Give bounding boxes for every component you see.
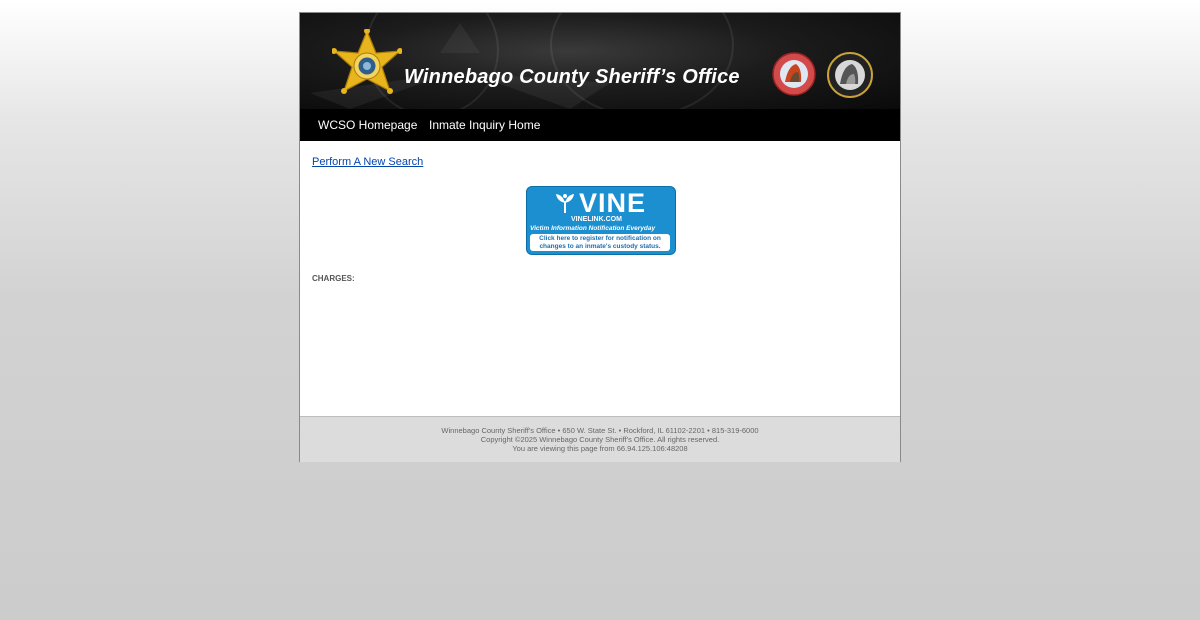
vine-tagline: Victim Information Notification Everyday bbox=[530, 225, 656, 232]
main-content bbox=[300, 141, 900, 416]
sheriff-star-badge-icon bbox=[332, 29, 402, 105]
vine-site-text: VINELINK.COM bbox=[571, 216, 622, 223]
site-footer bbox=[300, 416, 900, 462]
page-container bbox=[299, 12, 901, 462]
nav-wcso-homepage[interactable]: WCSO Homepage bbox=[318, 118, 418, 132]
site-header bbox=[300, 13, 900, 109]
footer-address: Winnebago County Sheriff's Office • 650 W. State St. • Rockford, IL 61102-2201 • 815-319-6000 bbox=[441, 426, 759, 435]
vine-leaf-icon bbox=[553, 191, 577, 215]
footer-ip: You are viewing this page from 66.94.125.106:48208 bbox=[512, 444, 688, 453]
vine-note-line: Click here to register for notification on bbox=[539, 235, 661, 242]
site-title: Winnebago County Sheriff’s Office bbox=[404, 66, 740, 88]
vine-registration-banner[interactable] bbox=[526, 186, 676, 255]
sheriffs-police-seal-icon bbox=[772, 52, 816, 96]
footer-copyright: Copyright ©2025 Winnebago County Sheriff's Office. All rights reserved. bbox=[480, 435, 720, 444]
footer-text bbox=[300, 426, 900, 453]
vine-note bbox=[530, 235, 670, 250]
main-nav bbox=[300, 109, 900, 141]
vine-note-line: changes to an inmate's custody status. bbox=[539, 242, 661, 250]
nav-inmate-inquiry-home[interactable]: Inmate Inquiry Home bbox=[429, 118, 541, 132]
charges-label: CHARGES: bbox=[312, 274, 355, 283]
vine-note-box bbox=[530, 234, 670, 251]
perform-new-search-link[interactable]: Perform A New Search bbox=[312, 156, 424, 168]
vine-logo-word: VINE bbox=[579, 188, 647, 218]
corrections-seal-icon bbox=[827, 52, 873, 98]
